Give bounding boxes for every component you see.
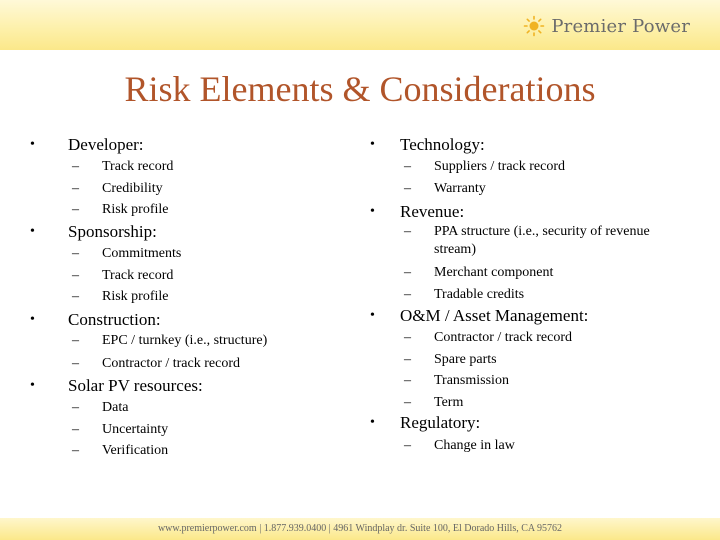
bullet-icon: • (30, 312, 35, 327)
list-item-text: Spare parts (434, 351, 497, 367)
list-item (404, 178, 565, 200)
list-item-text: EPC / turnkey (i.e., structure) (102, 333, 268, 348)
sun-icon (523, 15, 545, 37)
list-item-text: Transmission (434, 373, 509, 388)
sub-item-list (404, 223, 654, 305)
list-item-text: Tradable credits (434, 286, 525, 302)
list-item (72, 397, 168, 419)
section-heading: Technology: (400, 135, 485, 154)
dash-icon: – (404, 286, 411, 302)
list-item (404, 349, 572, 371)
list-item-text: Uncertainty (102, 421, 169, 437)
bullet-icon: • (370, 137, 375, 152)
bullet-icon: • (370, 204, 375, 219)
list-item (72, 353, 332, 375)
dash-icon: – (404, 224, 411, 239)
list-item-text: Track record (102, 159, 174, 174)
list-item-text: Risk profile (102, 289, 169, 304)
dash-icon: – (404, 351, 411, 367)
dash-icon: – (72, 159, 79, 174)
list-item (404, 435, 515, 457)
dash-icon: – (72, 421, 79, 437)
list-item (404, 262, 654, 284)
list-item (404, 156, 565, 178)
dash-icon: – (72, 180, 79, 196)
list-item-text: Suppliers / track record (434, 159, 566, 174)
page-title: Risk Elements & Considerations (124, 69, 596, 109)
dash-icon: – (404, 438, 411, 453)
list-item (404, 370, 572, 392)
list-item (72, 265, 181, 287)
brand-logo (523, 12, 690, 40)
list-item (404, 392, 572, 414)
section-heading: Revenue: (400, 202, 465, 221)
section-heading: Solar PV resources: (68, 376, 203, 395)
sub-item-list (72, 243, 181, 308)
list-item (72, 178, 173, 200)
dash-icon: – (404, 394, 411, 410)
list-item (72, 156, 173, 178)
list-item-text: Contractor / track record (434, 330, 572, 345)
dash-icon: – (72, 267, 79, 283)
dash-icon: – (72, 289, 79, 304)
dash-icon: – (72, 443, 79, 458)
list-item-text: Risk profile (102, 202, 169, 217)
sub-item-list (72, 332, 332, 375)
section-heading: O&M / Asset Management: (400, 306, 589, 325)
list-item-text: Commitments (102, 246, 182, 261)
list-item (72, 419, 168, 441)
dash-icon: – (72, 400, 79, 415)
dash-icon: – (404, 159, 411, 174)
list-item-text: Term (434, 394, 464, 410)
list-item-text: Merchant component (434, 265, 554, 280)
list-item (404, 327, 572, 349)
sub-item-list (72, 397, 168, 462)
bullet-icon: • (30, 224, 35, 239)
list-item (72, 332, 332, 350)
list-item-text: PPA structure (i.e., security of revenue stream) (434, 224, 650, 257)
sub-item-list (404, 156, 565, 199)
list-item-text: Contractor / track record (102, 356, 240, 371)
section-heading: Regulatory: (400, 413, 481, 432)
list-item (72, 286, 181, 308)
bullet-icon: • (370, 415, 375, 430)
dash-icon: – (404, 330, 411, 345)
list-item (72, 243, 181, 265)
section-heading: Sponsorship: (68, 222, 157, 241)
dash-icon: – (72, 202, 79, 217)
list-item (72, 199, 173, 221)
dash-icon: – (404, 180, 411, 196)
bullet-icon: • (370, 308, 375, 323)
list-item-text: Credibility (102, 180, 163, 196)
list-item (404, 223, 654, 259)
list-item-text: Data (102, 400, 129, 415)
dash-icon: – (404, 373, 411, 388)
section-heading: Developer: (68, 135, 144, 154)
dash-icon: – (404, 265, 411, 280)
list-item-text: Track record (102, 267, 174, 283)
sub-item-list (404, 327, 572, 413)
dash-icon: – (72, 246, 79, 261)
list-item (404, 284, 654, 306)
list-item-text: Warranty (434, 180, 486, 196)
list-item-text: Verification (102, 443, 169, 458)
bullet-icon: • (30, 378, 35, 393)
sub-item-list (72, 156, 173, 221)
list-item (72, 440, 168, 462)
brand-name: Premier Power (551, 15, 690, 37)
dash-icon: – (72, 356, 79, 371)
list-item-text: Change in law (434, 438, 515, 453)
bullet-icon: • (30, 137, 35, 152)
dash-icon: – (72, 333, 79, 348)
sub-item-list (404, 435, 515, 457)
footer-contact: www.premierpower.com | 1.877.939.0400 | 4961 Windplay dr. Suite 100, El Dorado Hills, CA 95762 (157, 523, 563, 534)
section-heading: Construction: (68, 310, 161, 329)
